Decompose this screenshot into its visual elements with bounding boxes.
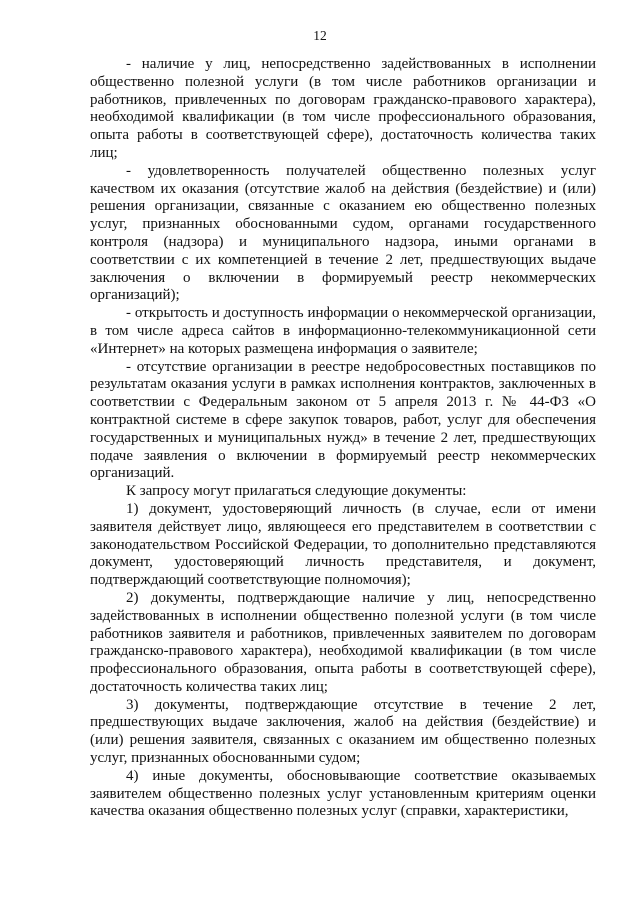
document-item-4: 4) иные документы, обосновывающие соответствие оказываемых заявителем общественно полезных услуг установленным критериям оценки качества оказания общественно полезных услуг (справки, характеристики, [90,767,596,820]
criterion-openness-paragraph: - открытость и доступность информации о некоммерческой организации, в том числе адреса сайтов в информационно-телекоммуникационной сети «Интернет» на которых размещена информация о заявителе; [90,305,596,357]
document-body [90,56,596,821]
criterion-satisfaction-paragraph: - удовлетворенность получателей общественно полезных услуг качеством их оказания (отсутствие жалоб на действия (бездействие) и (или) решения организации, связанные с оказанием ею общественно полезных услуг, признанных обоснованными судом, органами государственного контроля (надзора) и муниципального надзора, иными органами в соответствии с их компетенцией в течение 2 лет, предшествующих выдаче заключения о включении в формируемый реестр некоммерческих организаций); [90,162,596,304]
criterion-qualification-paragraph: - наличие у лиц, непосредственно задействованных в исполнении общественно полезной услуги (в том числе работников организации и работников, привлеченных по договорам гражданско-правового характера), необходимой квалификации (в том числе профессионального образования, опыта работы в соответствующей сфере), достаточность количества таких лиц; [90,56,596,161]
attached-documents-intro: К запросу могут прилагаться следующие документы: [126,483,467,500]
page-number: 12 [313,28,327,43]
document-item-1: 1) документ, удостоверяющий личность (в случае, если от имени заявителя действует лицо, являющееся его представителем в соответствии с законодательством Российской Федерации, то дополнительно представляются документ, удостоверяющий личность представителя, и документ, подтверждающий соответствующие полномочия); [90,500,596,589]
criterion-unreliable-suppliers-paragraph: - отсутствие организации в реестре недобросовестных поставщиков по результатам оказания услуги в рамках исполнения контрактов, заключенных в соответствии с Федеральным законом от 5 апреля 2013 г. № 44-ФЗ «О контрактной системе в сфере закупок товаров, работ, услуг для обеспечения государственных и муниципальных нужд» в течение 2 лет, предшествующих подаче заявления о включении в формируемый реестр некоммерческих организаций. [90,358,596,482]
document-item-3: 3) документы, подтверждающие отсутствие в течение 2 лет, предшествующих выдаче заключения, жалоб на действия (бездействие) и (или) решения заявителя, связанных с оказанием им общественно полезных услуг, признанных обоснованными судом; [90,696,596,767]
document-item-2: 2) документы, подтверждающие наличие у лиц, непосредственно задействованных в исполнении общественно полезной услуги (в том числе работников заявителя и работников, привлеченных заявителем по договорам гражданско-правового характера), необходимой квалификации (в том числе профессионального образования, опыта работы в соответствующей сфере), достаточность количества таких лиц; [90,589,596,695]
